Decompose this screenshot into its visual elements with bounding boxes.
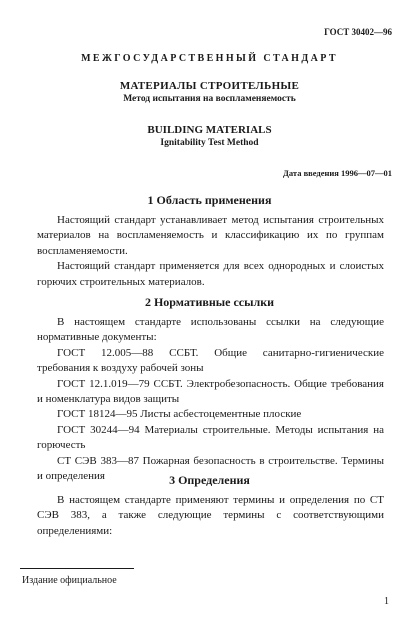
section-3-heading: 3 Определения bbox=[169, 473, 250, 487]
section-2-body bbox=[37, 315, 384, 484]
page-number: 1 bbox=[384, 596, 389, 607]
section-1-heading: 1 Область применения bbox=[147, 193, 272, 207]
footer-divider bbox=[20, 568, 134, 569]
section-1-body bbox=[37, 213, 384, 290]
paragraph: Настоящий стандарт применяется для всех однородных и слоистых горючих строительных материалов. bbox=[37, 260, 384, 288]
subtitle-english: Ignitability Test Method bbox=[160, 138, 259, 148]
standard-type-heading: МЕЖГОСУДАРСТВЕННЫЙ СТАНДАРТ bbox=[81, 53, 338, 64]
document-number: ГОСТ 30402—96 bbox=[324, 27, 392, 37]
reference-item: СТ СЭВ 383—87 Пожарная безопасность в строительстве. Термины и определения bbox=[37, 454, 384, 483]
paragraph: В настоящем стандарте применяют термины и определения по СТ СЭВ 383, а также следующие термины с соответствующими определениями: bbox=[37, 494, 384, 537]
official-edition-note: Издание официальное bbox=[22, 575, 117, 586]
reference-item: ГОСТ 18124—95 Листы асбестоцементные плоские bbox=[57, 408, 302, 421]
reference-item: ГОСТ 12.1.019—79 ССБТ. Электробезопасность. Общие требования и номенклатура видов защиты bbox=[37, 377, 384, 406]
reference-item: ГОСТ 12.005—88 ССБТ. Общие санитарно-гигиенические требования к воздуху рабочей зоны bbox=[37, 346, 384, 375]
title-russian: МАТЕРИАЛЫ СТРОИТЕЛЬНЫЕ bbox=[119, 80, 300, 92]
effective-date: Дата введения 1996—07—01 bbox=[283, 168, 392, 178]
subtitle-russian: Метод испытания на воспламеняемость bbox=[123, 94, 296, 104]
reference-item: ГОСТ 30244—94 Материалы строительные. Методы испытания на горючесть bbox=[37, 423, 384, 452]
paragraph: Настоящий стандарт устанавливает метод испытания строительных материалов на воспламеняемость и классификацию их по группам воспламеняемости. bbox=[37, 214, 384, 257]
section-2-heading: 2 Нормативные ссылки bbox=[144, 295, 275, 309]
paragraph: В настоящем стандарте использованы ссылки на следующие нормативные документы: bbox=[37, 316, 384, 344]
section-3-body bbox=[37, 493, 384, 539]
title-english: BUILDING MATERIALS bbox=[147, 124, 272, 136]
